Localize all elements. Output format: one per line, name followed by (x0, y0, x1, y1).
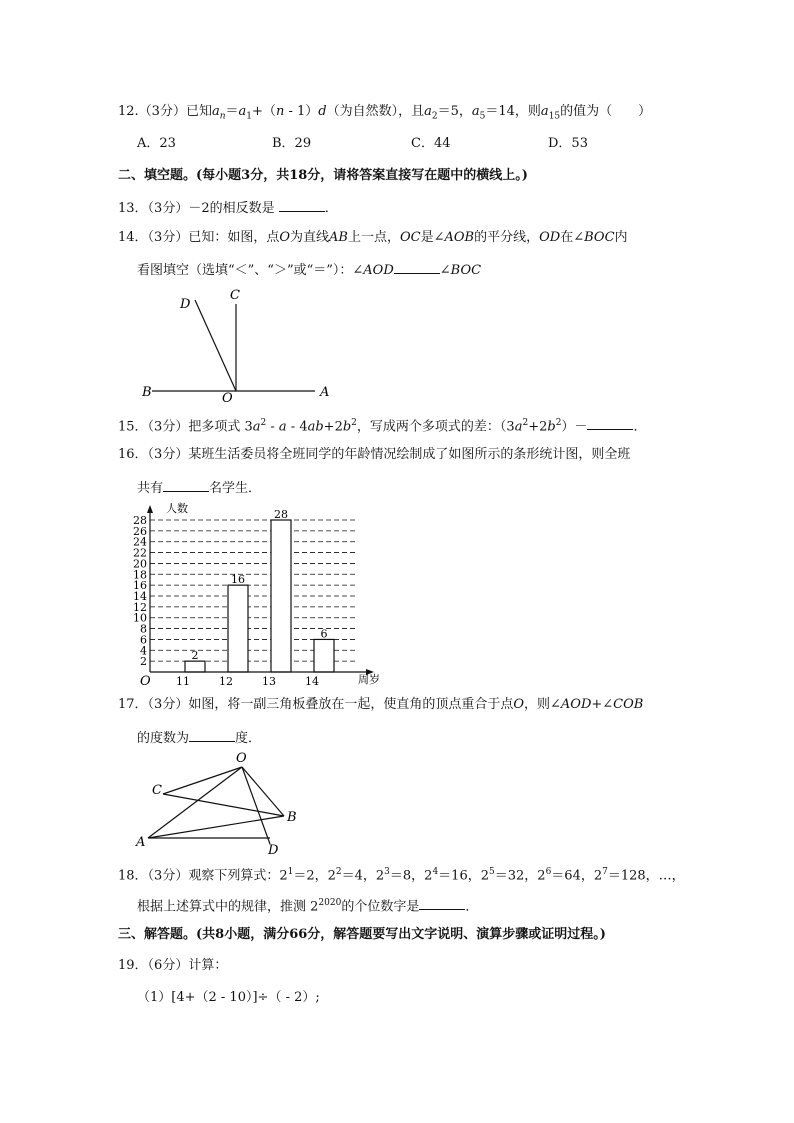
bar-11 (185, 661, 205, 672)
result: ＝32，2 (494, 868, 546, 884)
var-a: a (424, 104, 432, 119)
y-tick-label: 6 (140, 633, 147, 647)
result: ＝64，2 (551, 868, 603, 884)
q15-end: ． (633, 419, 647, 435)
angle-cob: COB (613, 697, 644, 712)
question-15-line (118, 415, 646, 435)
result: ＝128，…， (607, 868, 685, 884)
bar-value-label: 28 (274, 508, 288, 521)
plus-2: +2 (323, 419, 343, 435)
bar-12 (228, 585, 248, 672)
q18-text-c: 的个位数字是 (341, 899, 420, 915)
exp-2: 2 (555, 418, 562, 428)
q12-middle: （为自然数），且 (326, 104, 425, 119)
plus-2: +2 (528, 419, 548, 435)
angle-aod: AOD (560, 697, 592, 712)
var-d: d (318, 104, 327, 119)
var-a: a (278, 419, 287, 435)
q18-text-a: 18．（3分）观察下列算式：2 (118, 868, 288, 884)
y-tick-label: 12 (133, 600, 147, 614)
y-tick-label: 4 (140, 644, 147, 658)
q17-figure (130, 748, 310, 856)
exp: 5 (489, 867, 495, 877)
exp-2: 2 (522, 418, 529, 428)
q18-text-b: 根据上述算式中的规律，推测 2 (137, 899, 319, 915)
q17-answer-blank (189, 729, 235, 742)
question-12-line (118, 104, 651, 125)
q15-text-k: ）－ (561, 419, 588, 435)
q14-text-a: 14．（3分）已知：如图，点 (118, 230, 280, 245)
minus: - (266, 419, 279, 435)
question-18-line-2 (137, 895, 478, 915)
q17-text-a: 17．（3分）如图，将一副三角板叠放在一起，使直角的顶点重合于点 (118, 697, 514, 712)
exp: 6 (545, 867, 552, 877)
angle-aod: AOD (363, 263, 394, 278)
question-17-line-2 (137, 729, 261, 747)
y-tick-label: 22 (133, 546, 147, 560)
sub-1: 1 (246, 111, 253, 122)
age-bar-chart (130, 500, 390, 690)
q18-answer-blank (419, 897, 465, 910)
q12-option-c: C．44 (411, 136, 451, 151)
q15-text-g: ，写成两个多项式的差：（3 (356, 419, 515, 435)
angle-boc: BOC (584, 230, 615, 245)
sub-2: 2 (431, 111, 438, 122)
exp: 4 (432, 867, 439, 877)
angle-boc-2: BOC (450, 263, 482, 278)
q16-text-a: 共有 (137, 481, 164, 496)
exp: 1 (287, 867, 294, 877)
y-axis-label: 人数 (166, 502, 188, 515)
line-ab: AB (329, 230, 348, 245)
minus-4: - 4 (286, 419, 308, 435)
q15-text-a: 15．（3分）把多项式 3 (118, 419, 253, 435)
var-n: n (275, 104, 285, 119)
label-a: A (136, 835, 146, 850)
y-tick-label: 28 (133, 514, 147, 527)
x-tick-label: 12 (219, 675, 233, 688)
exp: 2 (335, 867, 342, 877)
result: ＝16，2 (438, 868, 489, 884)
y-tick-label: 2 (140, 655, 147, 669)
question-16-line-2 (137, 479, 261, 497)
label-o: O (222, 391, 233, 406)
q17-text-c: +∠ (591, 697, 614, 712)
segment-oa (148, 767, 242, 838)
x-axis-label: 周岁 (358, 673, 380, 686)
origin-label: O (140, 674, 151, 689)
x-tick-label: 13 (262, 675, 276, 688)
q13-text: 13．（3分）－2的相反数是 (118, 201, 275, 216)
q18-end: ． (465, 899, 479, 915)
exp-2: 2 (351, 418, 357, 428)
var-a: a (211, 104, 220, 119)
label-d: D (268, 843, 279, 856)
y-tick-label: 14 (133, 590, 147, 603)
y-tick-label: 18 (133, 568, 147, 582)
q14-text-e: 的平分线， (474, 230, 540, 245)
result: ＝2，2 (293, 868, 336, 884)
q16-text-b: 名学生． (209, 481, 262, 496)
var-a: a (514, 419, 523, 435)
x-tick-label: 14 (305, 675, 319, 688)
q13-answer-blank (279, 199, 325, 212)
q14-text-d: 是∠ (420, 230, 445, 245)
question-16-line-1: 16．（3分）某班生活委员将全班同学的年龄情况绘制成了如图所示的条形统计图，则全班 (118, 447, 631, 462)
var-a: a (252, 419, 261, 435)
exp-2: 2 (260, 418, 267, 428)
var-a: a (540, 104, 549, 119)
q12-option-b: B．29 (272, 136, 312, 151)
q14-text-b: 为直线 (290, 230, 330, 245)
q17-text-b: ，则∠ (524, 697, 561, 712)
label-b: B (142, 385, 152, 400)
y-tick-label: 16 (133, 579, 147, 593)
chart-x-ticks (176, 675, 319, 688)
sub-n: n (219, 111, 226, 122)
q14-text-c: 上一点， (347, 230, 400, 245)
q12-ending: 的值为（ ） (560, 104, 652, 119)
question-14-line-2 (137, 261, 481, 279)
y-tick-label: 24 (133, 535, 147, 549)
result: ＝8，2 (389, 868, 433, 884)
question-14-line-1 (118, 230, 628, 246)
q12-prefix: 12.（3分）已知 (118, 104, 212, 119)
equals: ＝ (225, 104, 239, 119)
question-17-line-1 (118, 697, 643, 713)
q14-text-h: 看图填空（选填“＜”、“＞”或“＝”）：∠ (137, 263, 364, 278)
exp: 7 (602, 867, 608, 877)
exp-2020: 2020 (318, 898, 342, 908)
ray-od: OD (539, 230, 561, 245)
q12-option-a: A．23 (137, 136, 176, 151)
q12-option-d: D．53 (548, 136, 588, 151)
segment-od (242, 767, 270, 844)
bar-13 (271, 520, 291, 672)
point-o: O (513, 697, 524, 712)
label-o: O (236, 751, 247, 766)
section-3-heading: 三、解答题。(共8小题，满分66分，解答题要写出文字说明、演算步骤或证明过程。) (118, 927, 606, 942)
question-13-line (118, 199, 338, 217)
q14-text-i: ∠ (439, 263, 451, 278)
var-b: b (547, 419, 556, 435)
q14-text-g: 内 (614, 230, 628, 245)
var-b: b (342, 419, 352, 435)
q13-end: ． (324, 201, 338, 216)
q17-text-e: 度． (235, 731, 262, 746)
var-a: a (471, 104, 480, 119)
y-tick-label: 10 (133, 611, 147, 625)
q14-answer-blank (394, 261, 440, 274)
bar-value-label: 16 (231, 573, 245, 587)
var-a: a (238, 104, 247, 119)
y-tick-label: 20 (133, 557, 147, 571)
var-ab: ab (307, 419, 324, 435)
sub-5: 5 (479, 111, 486, 122)
exp: 3 (384, 867, 390, 877)
y-axis-arrow (147, 505, 153, 513)
plus: +（ (252, 104, 276, 119)
question-19-line-2: （1）[4+（2 - 10）]÷（ - 2）; (137, 990, 320, 1005)
x-tick-label: 11 (176, 675, 190, 688)
q14-figure (130, 284, 350, 406)
label-c: C (230, 288, 240, 303)
sub-15: 15 (548, 111, 561, 122)
a2-value: ＝5， (437, 104, 472, 119)
result: ＝4，2 (341, 868, 385, 884)
question-19-line-1: 19．（6分）计算： (118, 958, 228, 973)
y-tick-label: 26 (133, 524, 147, 538)
q17-text-d: 的度数为 (137, 731, 190, 746)
bar-value-label: 6 (320, 627, 328, 641)
bar-value-label: 2 (191, 649, 199, 663)
question-18-line-1 (118, 864, 685, 884)
label-a: A (320, 385, 330, 400)
bar-14 (314, 639, 334, 672)
chart-y-ticks (133, 514, 147, 668)
label-c: C (152, 783, 162, 798)
q16-answer-blank (163, 479, 209, 492)
ray-od-segment (195, 300, 236, 391)
segment-ob (242, 767, 284, 816)
label-d: D (180, 297, 191, 312)
chart-bars (185, 508, 334, 672)
ray-oc: OC (399, 230, 421, 245)
section-2-heading: 二、填空题。(每小题3分，共18分，请将答案直接写在题中的横线上。) (118, 168, 528, 183)
q15-answer-blank (587, 417, 633, 430)
label-b: B (287, 810, 297, 825)
q14-text-f: 在∠ (560, 230, 585, 245)
minus-one: - 1） (284, 104, 319, 119)
point-o: O (279, 230, 290, 245)
a5-value: ＝14，则 (485, 104, 541, 119)
segment-oc (163, 767, 242, 794)
y-tick-label: 8 (140, 622, 147, 636)
angle-aob: AOB (444, 230, 475, 245)
